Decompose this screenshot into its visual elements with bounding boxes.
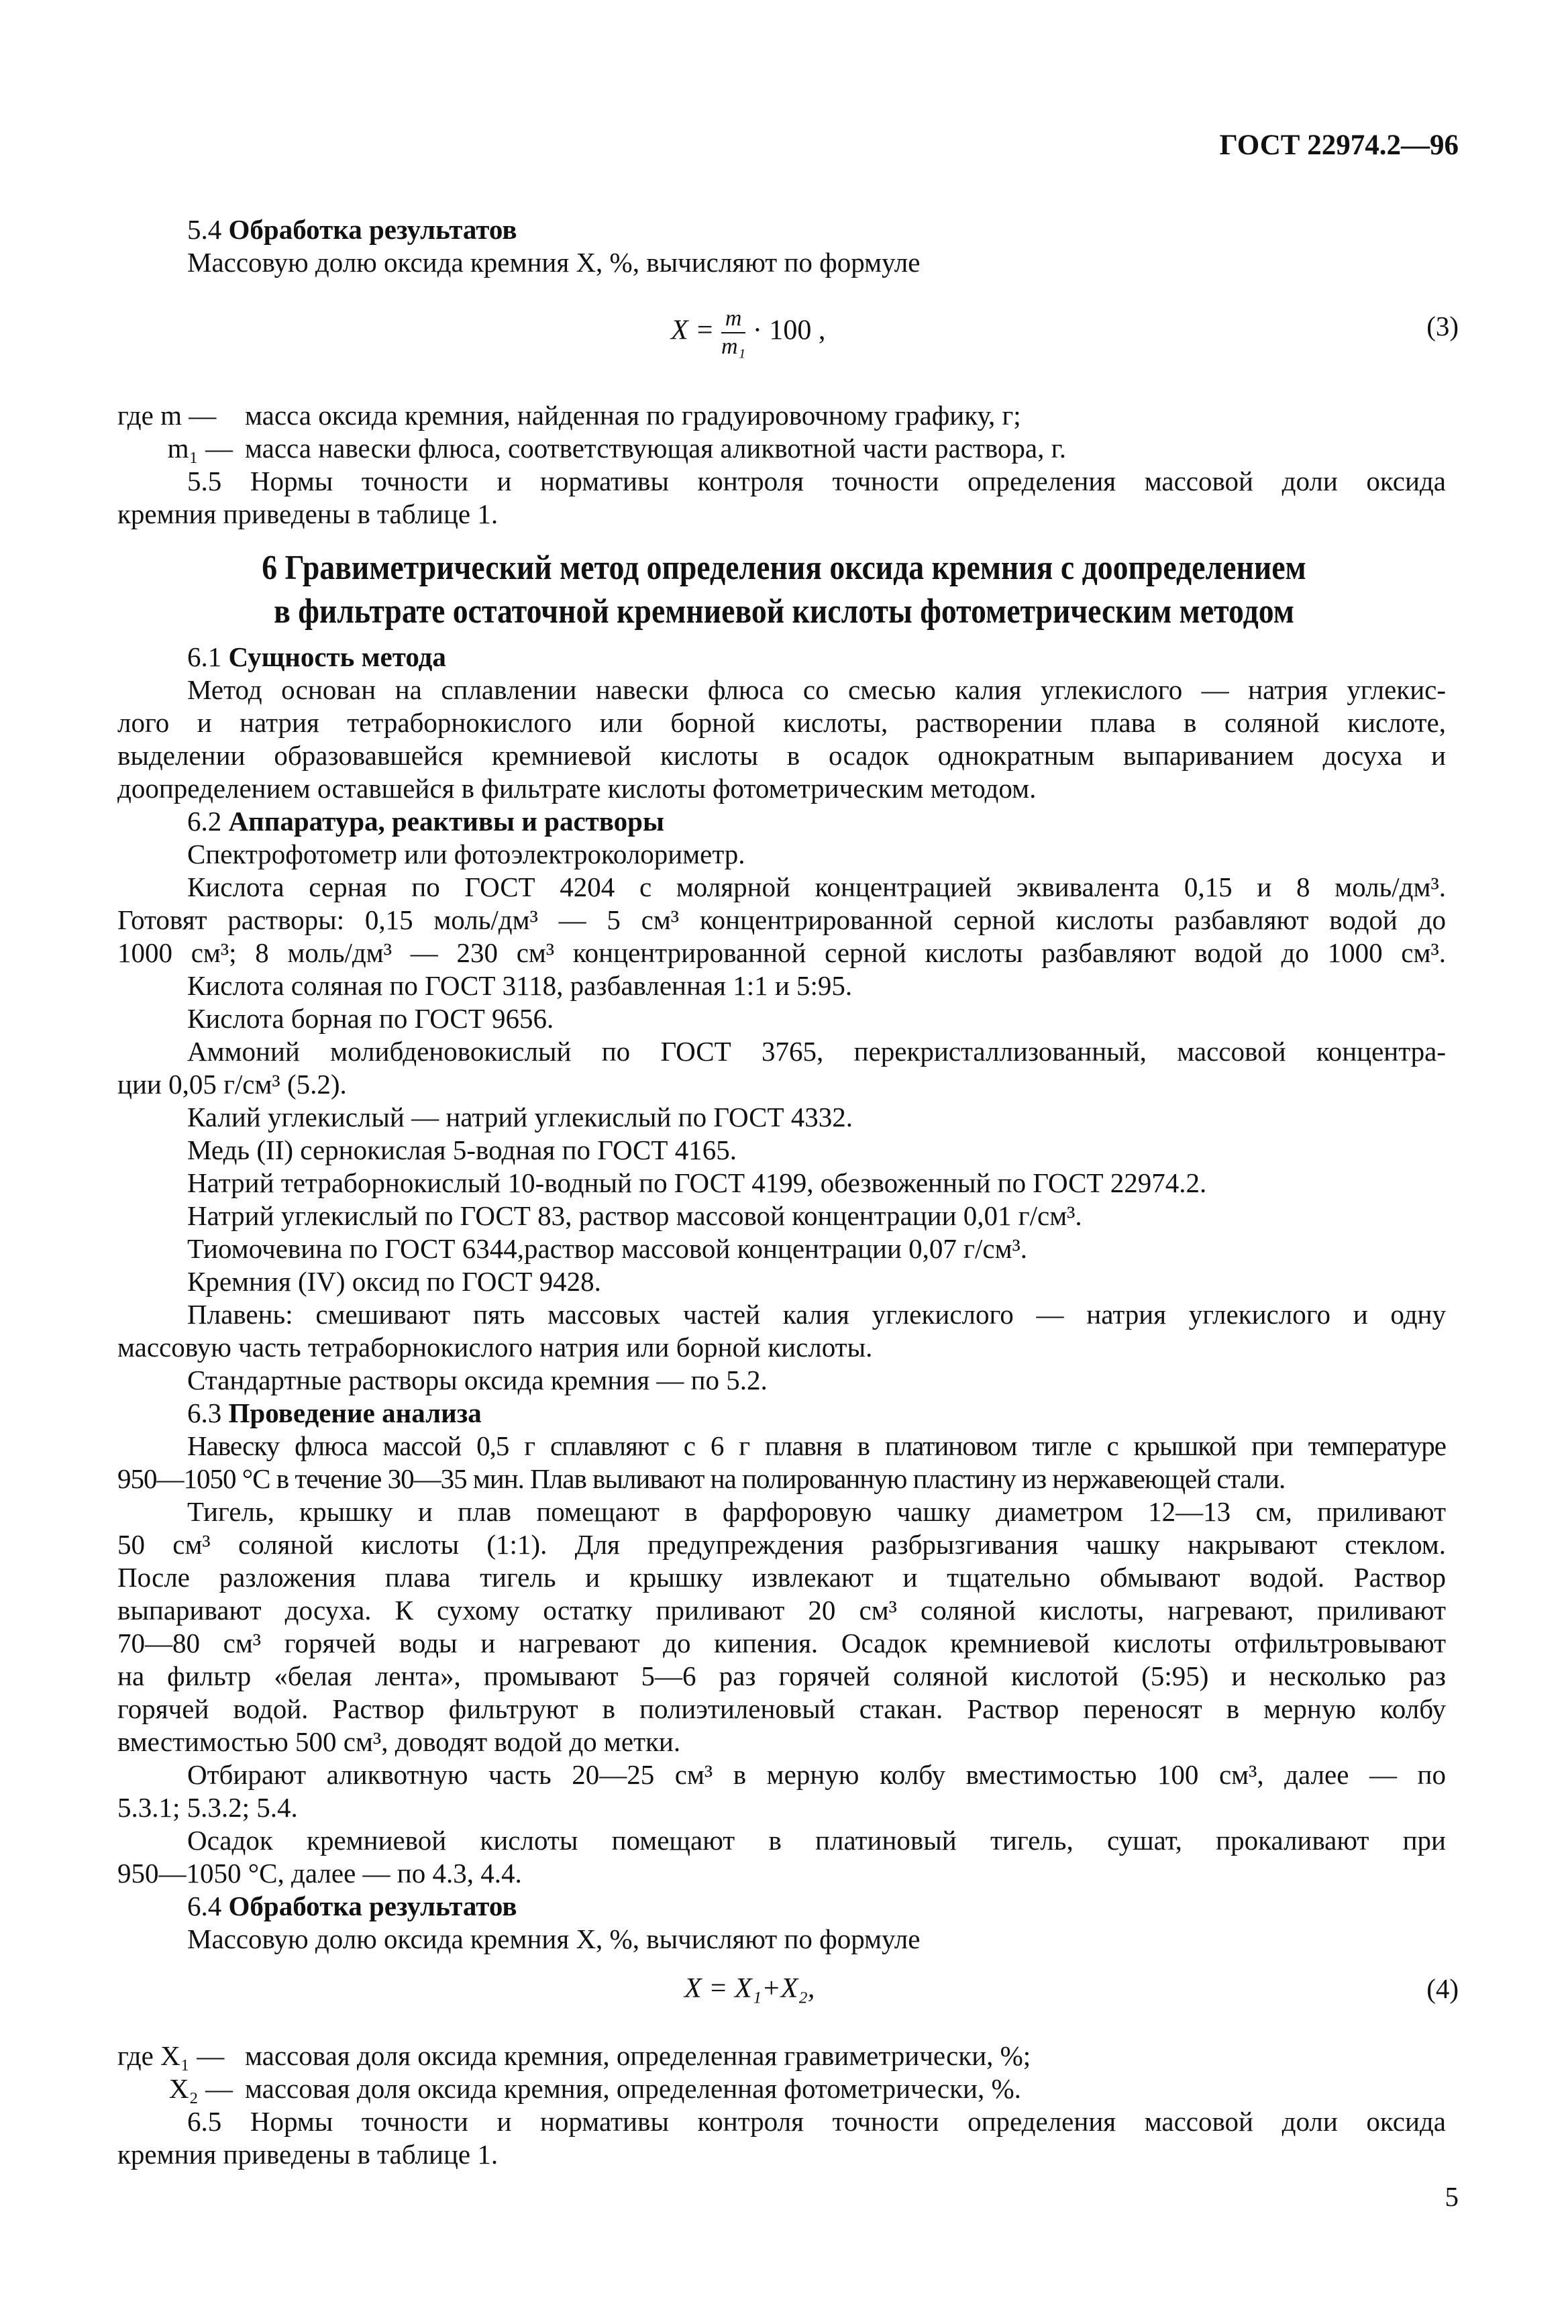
section-number: 6.4 (187, 1891, 222, 1921)
section-6-4-title (117, 1890, 1446, 1923)
reagent-sulfuric-1: Кислота серная по ГОСТ 4204 с молярной концентрацией эквивалента 0,15 и 8 моль/дм³. (187, 872, 1446, 902)
fraction-denominator: m₁ (721, 334, 746, 359)
reagent-sulfuric-3: 1000 см³; 8 моль/дм³ — 230 см³ концентрированной серной кислоты разбавляют водой до 1000 см³. (117, 937, 1446, 968)
section-number: 6.3 (187, 1397, 222, 1428)
formula-rhs: · 100 , (752, 315, 826, 346)
analysis-p2-line4: выпаривают досуха. К сухому остатку приливают 20 см³ соляной кислоты, нагревают, приливают (117, 1595, 1446, 1626)
reagent-flux-1: Плавень: смешивают пять массовых частей калия углекислого — натрия углекислого и одну (187, 1299, 1446, 1330)
section-5-4-title (117, 213, 1446, 246)
formula-4-label: (4) (1426, 1973, 1459, 2004)
where-label: X₂ — (168, 2073, 233, 2104)
analysis-p2-line7: горячей водой. Раствор фильтруют в полиэтиленовый стакан. Раствор переносят в мерную колбу (117, 1693, 1446, 1724)
formula-3 (671, 305, 825, 360)
where-x2 (117, 2072, 1021, 2105)
analysis-p1-line1: Навеску флюса массой 0,5 г сплавляют с 6 г плавня в платиновом тигле с крышкой при температуре (187, 1430, 1446, 1461)
reagent-copper: Медь (II) сернокислая 5-водная по ГОСТ 4165. (187, 1134, 737, 1165)
reagent-standard: Стандартные растворы оксида кремния — по 5.2. (187, 1365, 768, 1395)
where-x1 (117, 2040, 1031, 2072)
where-m (117, 399, 1021, 432)
section-6-1-line2: лого и натрия тетраборнокислого или борной кислоты, растворении плава в соляной кислоте, (117, 707, 1446, 738)
section-title: Аппаратура, реактивы и растворы (228, 806, 664, 837)
where-text: массовая доля оксида кремния, определенная гравиметрически, %; (245, 2040, 1031, 2071)
analysis-p3-line2: 5.3.1; 5.3.2; 5.4. (117, 1792, 298, 1823)
section-6-1-line4: доопределением оставшейся в фильтрате кислоты фотометрическим методом. (117, 773, 1037, 804)
analysis-p2-line3: После разложения плава тигель и крышку извлекают и тщательно обмывают водой. Раствор (117, 1562, 1446, 1593)
section-number: 5.4 (187, 214, 222, 245)
analysis-p2-line2: 50 см³ соляной кислоты (1:1). Для предупреждения разбрызгивания чашку накрывают стеклом. (117, 1529, 1446, 1560)
where-label: m₁ — (167, 433, 233, 464)
section-6-1-title (117, 641, 1446, 674)
reagent-spectrophotometer: Спектрофотометр или фотоэлектроколориметр. (187, 839, 745, 869)
section-6-heading-line2: в фильтрате остаточной кремниевой кислоты фотометрическим методом (274, 592, 1294, 631)
reagent-flux-2: массовую часть тетраборнокислого натрия или борной кислоты. (117, 1332, 873, 1363)
analysis-p3-line1: Отбирают аликвотную часть 20—25 см³ в мерную колбу вместимостью 100 см³, далее — по (187, 1759, 1446, 1790)
formula-3-label: (3) (1426, 311, 1459, 341)
section-6-1-line1: Метод основан на сплавлении навески флюса со смесью калия углекислого — натрия углекис- (187, 674, 1446, 705)
analysis-p2-line1: Тигель, крышку и плав помещают в фарфоровую чашку диаметром 12—13 см, приливают (187, 1496, 1446, 1527)
section-6-2-title (117, 805, 1446, 838)
reagent-ammonium-1: Аммоний молибденовокислый по ГОСТ 3765, перекристаллизованный, массовой концентра- (187, 1036, 1446, 1067)
section-6-5-line2: кремния приведены в таблице 1. (117, 2139, 499, 2170)
where-m1 (117, 432, 1066, 465)
section-5-5-line1: 5.5 Нормы точности и нормативы контроля точности определения массовой доли оксида (187, 466, 1446, 496)
section-title: Сущность метода (228, 641, 446, 672)
where-text: масса навески флюса, соответствующая аликвотной части раствора, г. (245, 433, 1067, 464)
reagent-boric: Кислота борная по ГОСТ 9656. (187, 1003, 554, 1034)
standard-header: ГОСТ 22974.2—96 (1219, 129, 1459, 161)
reagent-sulfuric-2: Готовят растворы: 0,15 моль/дм³ — 5 см³ концентрированной серной кислоты разбавляют водой до (117, 904, 1446, 935)
page-number: 5 (1445, 2181, 1459, 2212)
analysis-p2-line8: вместимостью 500 см³, доводят водой до метки. (117, 1726, 681, 1757)
section-title: Проведение анализа (228, 1397, 482, 1428)
formula-4: X = X₁+X₂, (684, 1973, 815, 2004)
where-label: где m — (117, 400, 217, 431)
formula-lhs: X = (671, 315, 715, 346)
section-title: Обработка результатов (228, 1891, 517, 1921)
section-6-5-line1: 6.5 Нормы точности и нормативы контроля точности определения массовой доли оксида (187, 2106, 1446, 2137)
formula-fraction (721, 305, 745, 360)
reagent-hcl: Кислота соляная по ГОСТ 3118, разбавленная 1:1 и 5:95. (187, 970, 853, 1001)
section-6-heading-line1: 6 Гравиметрический метод определения оксида кремния с доопределением (262, 549, 1306, 587)
section-6-1-line3: выделении образовавшейся кремниевой кислоты в осадок однократным выпариванием досуха и (117, 740, 1446, 771)
where-label: где X₁ — (117, 2040, 225, 2071)
section-5-4-intro: Массовую долю оксида кремния X, %, вычисляют по формуле (187, 247, 921, 278)
analysis-p4-line1: Осадок кремниевой кислоты помещают в платиновый тигель, сушат, прокаливают при (187, 1825, 1446, 1856)
section-number: 6.1 (187, 641, 222, 672)
section-6-3-title (117, 1397, 1446, 1430)
analysis-p1-line2: 950—1050 °С в течение 30—35 мин. Плав выливают на полированную пластину из нержавеющей стали. (117, 1463, 1286, 1494)
section-number: 6.2 (187, 806, 222, 837)
section-title: Обработка результатов (228, 214, 517, 245)
reagent-borax: Натрий тетраборнокислый 10-водный по ГОСТ 4199, обезвоженный по ГОСТ 22974.2. (187, 1167, 1207, 1198)
analysis-p4-line2: 950—1050 °С, далее — по 4.3, 4.4. (117, 1858, 522, 1889)
where-text: массовая доля оксида кремния, определенная фотометрически, %. (245, 2073, 1021, 2104)
where-text: масса оксида кремния, найденная по градуировочному графику, г; (245, 400, 1021, 431)
section-5-5-line2: кремния приведены в таблице 1. (117, 498, 499, 529)
analysis-p2-line5: 70—80 см³ горячей воды и нагревают до кипения. Осадок кремниевой кислоты отфильтровывают (117, 1628, 1446, 1658)
reagent-soda: Натрий углекислый по ГОСТ 83, раствор массовой концентрации 0,01 г/см³. (187, 1200, 1082, 1231)
reagent-ammonium-2: ции 0,05 г/см³ (5.2). (117, 1069, 347, 1100)
fraction-numerator: m (721, 305, 745, 333)
reagent-thiourea: Тиомочевина по ГОСТ 6344,раствор массовой концентрации 0,07 г/см³. (187, 1233, 1028, 1264)
reagent-silica: Кремния (IV) оксид по ГОСТ 9428. (187, 1266, 601, 1297)
reagent-potassium: Калий углекислый — натрий углекислый по ГОСТ 4332. (187, 1102, 853, 1132)
section-6-4-intro: Массовую долю оксида кремния X, %, вычисляют по формуле (187, 1923, 921, 1954)
analysis-p2-line6: на фильтр «белая лента», промывают 5—6 раз горячей соляной кислотой (5:95) и несколько раз (117, 1660, 1446, 1691)
